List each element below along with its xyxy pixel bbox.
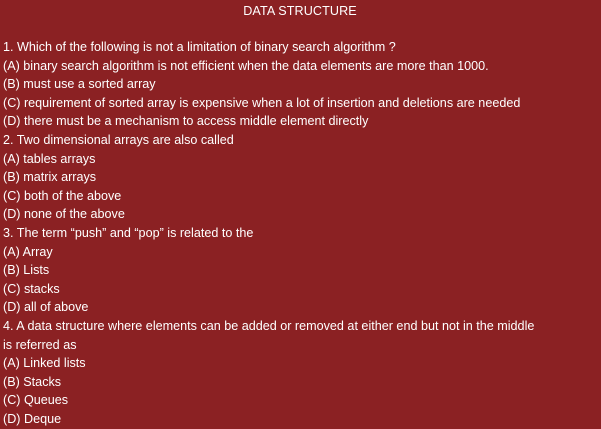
question-2-option-d: (D) none of the above — [3, 207, 125, 222]
question-3-option-a: (A) Array — [3, 244, 53, 259]
question-2-line-1: 2. Two dimensional arrays are also called — [3, 132, 234, 147]
question-block-3 — [3, 224, 597, 317]
question-1-line-1: 1. Which of the following is not a limitation of binary search algorithm ? — [3, 40, 396, 54]
question-1-option-a: (A) binary search algorithm is not efficient when the data elements are more than 1000. — [3, 58, 489, 73]
question-1-option-b: (B) must use a sorted array — [3, 77, 156, 92]
question-block-4 — [3, 317, 597, 429]
title-spacer — [3, 20, 597, 38]
question-2-option-c: (C) both of the above — [3, 188, 122, 203]
document-title: DATA STRUCTURE — [243, 4, 357, 18]
question-4-option-c: (C) Queues — [3, 393, 69, 408]
question-4-option-a: (A) Linked lists — [3, 356, 86, 371]
question-block-1 — [3, 38, 597, 131]
question-3-option-d: (D) all of above — [3, 300, 89, 315]
question-block-2 — [3, 131, 597, 224]
question-1-option-d: (D) there must be a mechanism to access middle element directly — [3, 114, 369, 129]
question-1-option-c: (C) requirement of sorted array is expensive when a lot of insertion and deletions are needed — [3, 95, 521, 110]
question-4-line-2: is referred as — [3, 337, 77, 352]
question-4-line-1: 4. A data structure where elements can be added or removed at either end but not in the middle — [3, 318, 535, 333]
question-4-option-d: (D) Deque — [3, 411, 62, 426]
question-2-option-a: (A) tables arrays — [3, 151, 96, 166]
question-3-line-1: 3. The term “push” and “pop” is related to the — [3, 225, 254, 240]
question-3-option-b: (B) Lists — [3, 263, 50, 278]
question-list — [3, 38, 597, 428]
question-4-option-b: (B) Stacks — [3, 374, 62, 389]
question-3-option-c: (C) stacks — [3, 281, 60, 296]
question-2-option-b: (B) matrix arrays — [3, 170, 97, 185]
